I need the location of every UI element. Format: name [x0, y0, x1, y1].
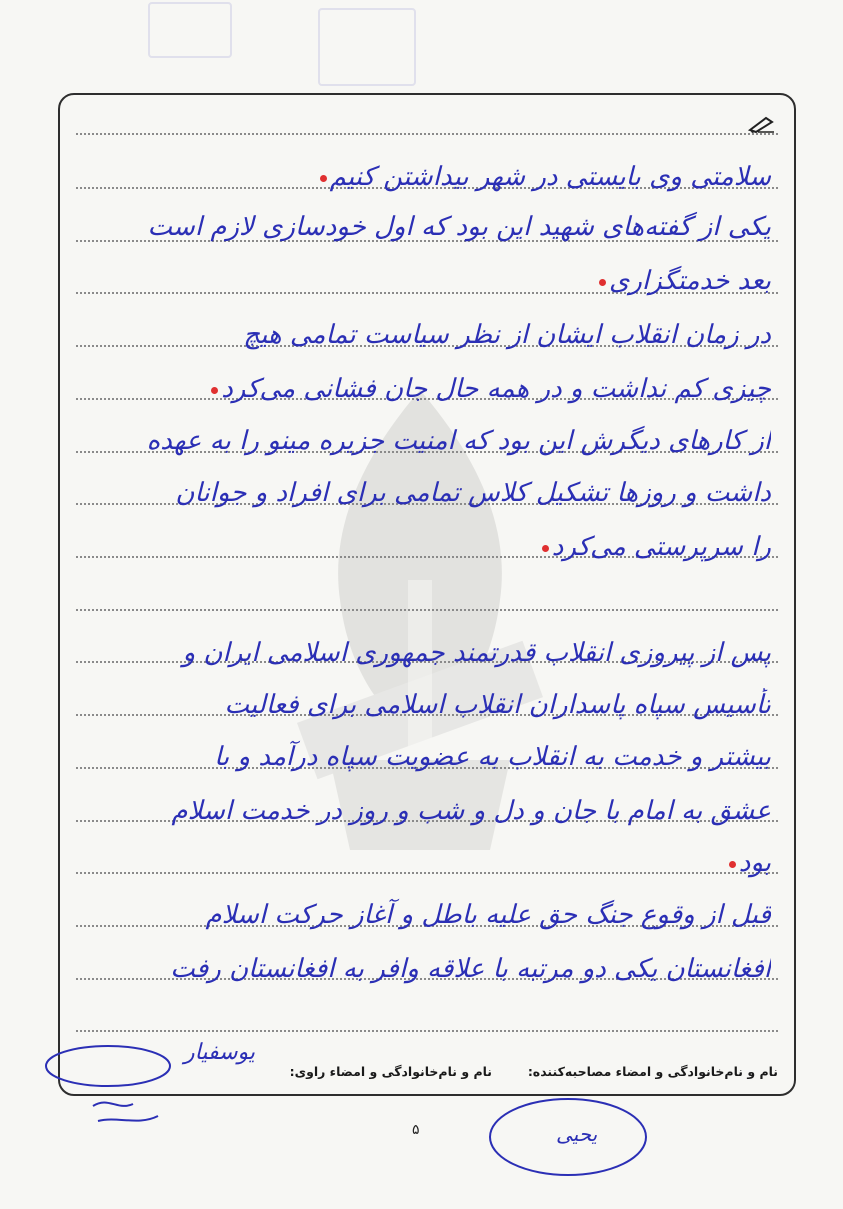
pencil-icon	[748, 114, 776, 134]
ruled-line	[76, 609, 778, 611]
handwritten-line: از کارهای دیگرش این بود که امنیت جزیره مینو را به عهده	[146, 426, 771, 456]
handwritten-line: را سرپرستی می‌کرد	[81, 530, 771, 564]
handwritten-line: داشت و روزها تشکیل کلاس تمامی برای افراد و جوانان	[175, 478, 771, 508]
narrator-name: یوسفیار	[184, 1040, 256, 1065]
narrator-signature-label: نام و نام‌خانوادگی و امضاء راوی:	[289, 1064, 492, 1079]
handwritten-line: بعد خدمتگزاری	[81, 264, 771, 298]
handwritten-line: بود	[81, 846, 771, 880]
red-mark	[729, 861, 736, 868]
handwritten-line: افغانستان یکی دو مرتبه با علاقه وافر به افغانستان رفت	[170, 954, 771, 984]
handwritten-line: پس از پیروزی انقلاب قدرتمند جمهوری اسلامی ایران و	[182, 638, 771, 668]
ruled-line	[76, 133, 778, 135]
narrator-signature	[38, 1036, 188, 1136]
handwritten-line: بیشتر و خدمت به انقلاب به عضویت سپاه درآمد و با	[214, 742, 771, 772]
handwritten-line: سلامتی وی بایستی در شهر بیداشتن کنیم	[81, 160, 771, 194]
red-mark	[211, 387, 218, 394]
bleed-through-stamp	[318, 8, 416, 86]
interviewer-signature-label: نام و نام‌خانوادگی و امضاء مصاحبه‌کننده:	[527, 1064, 778, 1079]
bleed-through-stamp	[148, 2, 232, 58]
red-mark	[542, 545, 549, 552]
handwritten-line: قبل از وقوع جنگ حق علیه باطل و آغاز حرکت اسلام	[205, 900, 771, 930]
page-number: ۵	[412, 1122, 420, 1138]
interviewer-name: یحیی	[556, 1122, 598, 1146]
red-mark	[320, 175, 327, 182]
handwritten-line: تأسیس سپاه پاسداران انقلاب اسلامی برای فعالیت	[224, 690, 771, 720]
handwritten-line: در زمان انقلاب ایشان از نظر سیاست تمامی هیچ	[243, 320, 771, 350]
red-mark	[599, 279, 606, 286]
handwritten-line: یکی از گفته‌های شهید این بود که اول خودسازی لازم است	[147, 212, 771, 242]
ruled-line	[76, 1030, 778, 1032]
handwritten-line: چیزی کم نداشت و در همه حال جان فشانی می‌کرد	[81, 372, 771, 406]
handwritten-line: عشق به امام با جان و دل و شب و روز در خدمت اسلام	[171, 796, 771, 826]
